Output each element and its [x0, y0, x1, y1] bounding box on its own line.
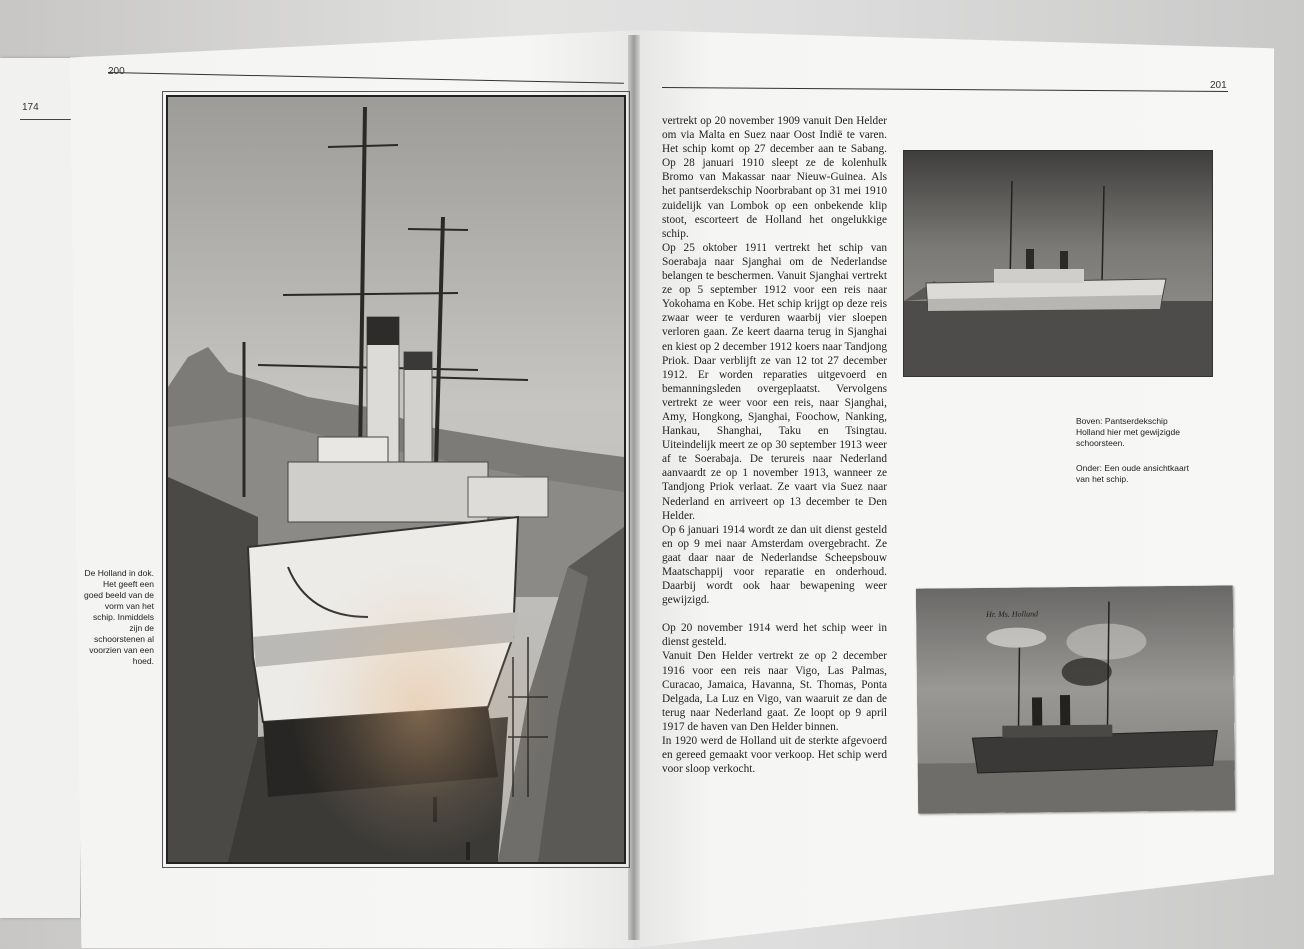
paragraph-3: Op 6 januari 1914 wordt ze dan uit dienst gesteld en op 9 mei naar Amsterdam overgebracht. Ze gaat daar naar de Nederlandse Scheepsbouw Maatschappij voor reparatie en onderhoud. Daarbij wordt ook haar bewapening weer gewijzigd.	[662, 523, 887, 607]
ship-in-dock-photo	[166, 95, 626, 864]
paragraph-6: In 1920 werd de Holland uit de sterkte afgevoerd en gereed gemaakt voor verkoop. Het schip werd voor sloop verkocht.	[662, 735, 887, 776]
caption-bottom: Onder: Een oude ansichtkaart van het schip.	[1076, 463, 1189, 484]
left-side-caption: De Holland in dok. Het geeft een goed beeld van de vorm van het schip. Inmiddels zijn de schoorstenen al voorzien van een hoed.	[84, 568, 154, 666]
back-page	[0, 58, 80, 918]
right-page-number: 201	[1210, 80, 1227, 91]
armored-deck-ship-photo	[903, 150, 1213, 377]
paragraph-1: vertrekt op 20 november 1909 vanuit Den Helder om via Malta en Suez naar Oost Indië te varen. Het schip komt op 27 december aan te Sabang. Op 28 januari 1910 sleept ze de kolenhulk Bromo van Makassar naar Nieuw-Guinea. Als het pantserdekschip Noorbrabant op 31 mei 1910 zuidelijk van Lombok op een onbekende klip stoot, escorteert de Holland het ongelukkige schip.	[662, 115, 887, 240]
book-spine	[628, 35, 640, 940]
paragraph-5: Vanuit Den Helder vertrekt ze op 2 december 1916 voor een reis naar Vigo, Las Palmas, Curacao, Jamaica, Havanna, St. Thomas, Ponta Delgada, La Luz en Vigo, van waaruit ze dan de terug naar Nederland gaat. Ze loopt op 9 april 1917 de haven van Den Helder binnen.	[662, 650, 887, 733]
paragraph-gap	[662, 607, 887, 621]
caption-top: Boven: Pantserdekschip Holland hier met gewijzigde schoorsteen.	[1076, 416, 1180, 448]
back-page-number: 174	[22, 102, 39, 113]
paragraph-2: Op 25 oktober 1911 vertrekt het schip van Soerabaja naar Sjanghai om de Nederlandse belangen te beschermen. Vanuit Sjanghai vertrekt ze op 5 september 1912 voor een reis naar Yokohama en Kobe. Het schip krijgt op deze reis zwaar weer te verduren waarbij vier sloepen verloren gaan. Ze keert daarna terug in Sjanghai en kiest op 2 december 1912 koers naar Tandjong Priok. Daar verblijft ze van 12 tot 27 december 1912. Er worden reparaties uitgevoerd en bemanningsleden overgeplaatst. Vervolgens vertrekt ze weer voor een reis, naar Sjanghai, Amy, Hongkong, Sjanghai, Foochow, Nanking, Hankau, Shanghai, Taku en Tsingtau. Uiteindelijk meert ze op 30 september 1913 weer af te Soerabaja. De terureis naar Nederland aanvaardt ze op 1 november 1913, wanneer ze Tandjong Priok verlaat. Ze vaart via Suez naar Nederland en arriveert op 13 december te Den Helder.	[662, 241, 887, 522]
postcard-photo	[916, 585, 1235, 813]
paragraph-4: Op 20 november 1914 werd het schip weer in dienst gesteld.	[662, 622, 887, 649]
right-body-text	[662, 114, 887, 776]
postcard-label: Hr. Ms. Holland	[986, 609, 1039, 619]
